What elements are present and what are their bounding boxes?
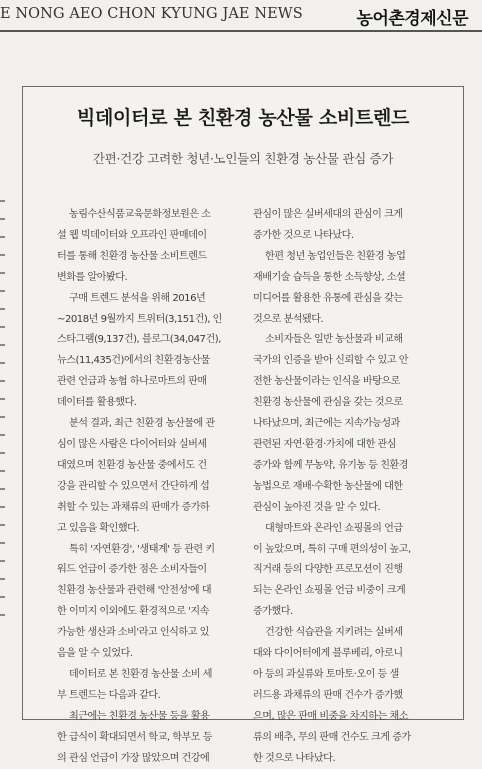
body-text-line: 증가와 함께 무농약, 유기농 등 친환경 xyxy=(253,459,409,471)
body-text-line: 건강한 식습관을 지키려는 실버세 xyxy=(265,627,403,639)
body-text-line: 러드용 과채류의 판매 건수가 증가했 xyxy=(253,689,403,701)
body-text-line: 분석 결과, 최근 친환경 농산물에 관 xyxy=(69,418,215,430)
body-text-line: 대였으며 친환경 농산물 중에서도 건 xyxy=(57,459,207,471)
body-text-line: 스타그램(9,137건), 블로그(34,047건), xyxy=(57,334,221,346)
body-text-line: 전한 농산물이라는 인식을 바탕으로 xyxy=(253,376,400,388)
body-text-line: ~2018년 9월까지 트위터(3,151건), 인 xyxy=(57,313,222,325)
body-text-line: 가능한 생산과 소비'라고 인식하고 있 xyxy=(57,627,209,639)
body-text-line: 특히 '자연환경', '생태계' 등 관련 키 xyxy=(69,543,215,555)
body-text-line: 변화를 알아봤다. xyxy=(57,271,128,283)
body-text-line: 데이터로 본 친환경 농산물 소비 세 xyxy=(69,668,213,680)
body-text-line: 한 것으로 나타났다. xyxy=(253,752,336,764)
body-text-line: 최근에는 친환경 농산물 등을 활용 xyxy=(69,710,210,722)
body-text-line: 으며, 많은 판매 비중을 차지하는 채소 xyxy=(253,710,409,722)
article-body-left-column xyxy=(57,205,257,769)
body-text-line: 친환경 농산물에 관심을 갖는 것으로 xyxy=(253,397,403,409)
newspaper-name-roman: E NONG AEO CHON KYUNG JAE NEWS xyxy=(0,6,303,22)
body-text-line: 한편 청년 농업인들은 친환경 농업 xyxy=(265,250,406,262)
body-text-line: 한 이미지 이외에도 환경적으로 '지속 xyxy=(57,606,209,618)
body-text-line: 데이터를 활용했다. xyxy=(57,397,137,409)
body-text-line: 것으로 분석됐다. xyxy=(253,313,324,325)
body-text-line: 대형마트와 온라인 쇼핑몰의 언급 xyxy=(265,522,403,534)
body-text-line: 국가의 인증을 받아 신뢰할 수 있고 안 xyxy=(253,355,409,367)
masthead xyxy=(0,0,482,34)
body-text-line: 증가한 것으로 나타났다. xyxy=(253,229,354,241)
body-text-line: 취할 수 있는 과채류의 판매가 증가하 xyxy=(57,501,210,513)
body-text-line: 농법으로 재배·수확한 농산물에 대한 xyxy=(253,480,403,492)
body-text-line: 증가했다. xyxy=(253,606,293,618)
body-text-line: 나타났으며, 최근에는 지속가능성과 xyxy=(253,418,400,430)
body-text-line: 관련된 자연·환경·가치에 대한 관심 xyxy=(253,438,397,450)
body-text-line: 의 관심 언급이 가장 많았으며 건강에 xyxy=(57,752,210,764)
body-text-line: 음을 알 수 있었다. xyxy=(57,648,133,660)
body-text-line: 류의 배추, 무의 판매 건수도 크게 증가 xyxy=(253,731,411,743)
body-text-line: 강을 관리할 수 있으면서 간단하게 섭 xyxy=(57,480,210,492)
body-text-line: 워드 언급이 증가한 점은 소비자들이 xyxy=(57,564,207,576)
body-text-line: 친환경 농산물과 관련해 '안전성'에 대 xyxy=(57,585,212,597)
body-text-line: 관심이 많은 실버세대의 관심이 크게 xyxy=(253,209,403,220)
body-text-line: 구매 트렌드 분석을 위해 2016년 xyxy=(69,292,206,304)
adjacent-column-edge xyxy=(0,200,6,680)
body-text-line: 농림수산식품교육문화정보원은 소 xyxy=(69,209,211,220)
body-text-line: 관련 언급과 농협 하나로마트의 판매 xyxy=(57,376,207,388)
body-text-line: 부 트렌드는 다음과 같다. xyxy=(57,689,161,701)
body-text-line: 아 등의 과실류와 토마토·오이 등 샐 xyxy=(253,668,399,680)
body-text-line: 터를 통해 친환경 농산물 소비트렌드 xyxy=(57,250,207,262)
body-text-line: 이 높았으며, 특히 구매 편의성이 높고, xyxy=(253,543,411,555)
body-text-line: 한 급식이 확대되면서 학교, 학부모 등 xyxy=(57,731,213,743)
body-text-line: 되는 온라인 쇼핑몰 언급 비중이 크게 xyxy=(253,585,406,597)
body-text-line: 소비자들은 일반 농산물과 비교해 xyxy=(265,334,403,346)
body-text-line: 뉴스(11,435건)에서의 친환경농산물 xyxy=(57,355,210,367)
body-text-line: 직거래 등의 다양한 프로모션이 진행 xyxy=(253,564,403,576)
body-text-line: 셜 웹 빅데이터와 오프라인 판매데이 xyxy=(57,229,207,241)
article-headline: 빅데이터로 본 친환경 농산물 소비트렌드 xyxy=(76,107,410,129)
article-subheadline: 간편·건강 고려한 청년·노인들의 친환경 농산물 관심 증가 xyxy=(92,151,394,166)
body-text-line: 재배기술 습득을 통한 소득향상, 소셜 xyxy=(253,271,406,283)
body-text-line: 고 있음을 확인했다. xyxy=(57,522,140,534)
article-body-right-column xyxy=(253,205,445,769)
body-text-line: 심이 많은 사람은 다이어터와 실버세 xyxy=(57,438,207,450)
body-text-line: 관심이 높아진 것을 알 수 있다. xyxy=(253,501,381,513)
article-frame xyxy=(22,86,464,764)
newspaper-name-korean: 농어촌경제신문 xyxy=(356,9,468,29)
body-text-line: 대와 다이어터에게 블루베리, 아로니 xyxy=(253,648,403,660)
masthead-rule xyxy=(0,30,482,32)
body-text-line: 미디어를 활용한 유통에 관심을 갖는 xyxy=(253,292,403,304)
